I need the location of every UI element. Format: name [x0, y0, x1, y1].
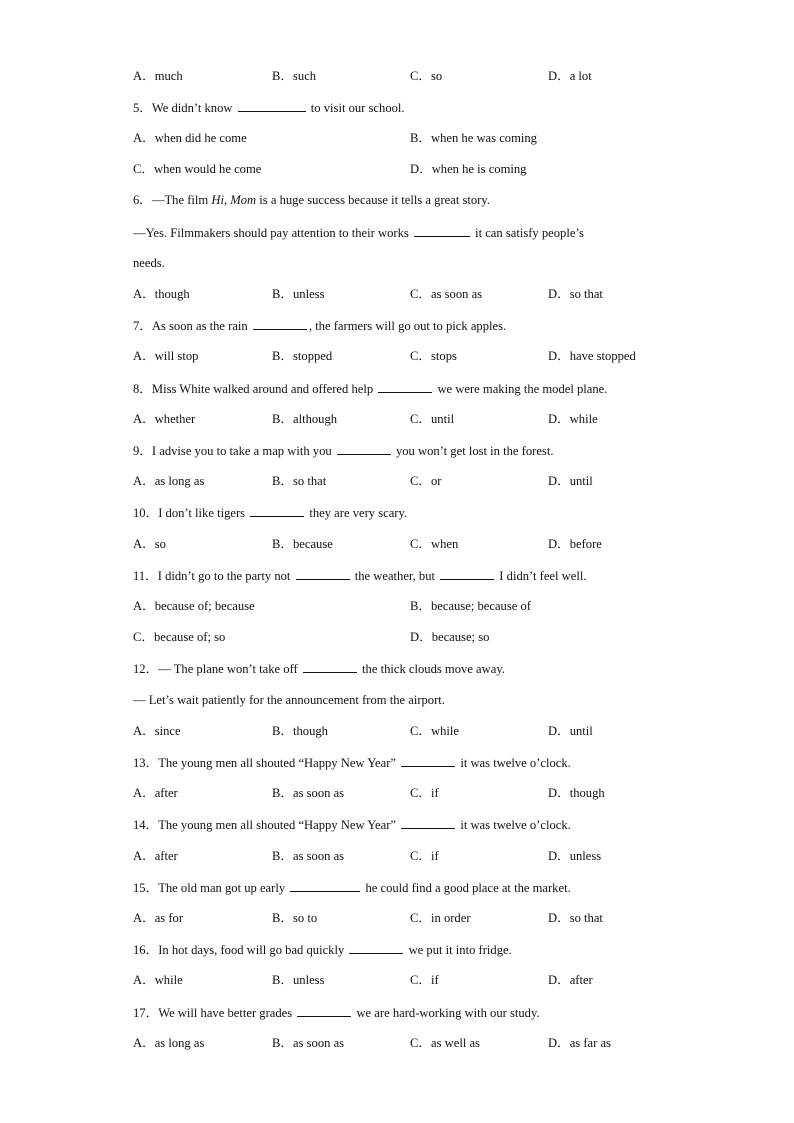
q10-stem — [133, 504, 674, 521]
q13-text-after: it was twelve o’clock. — [457, 756, 571, 770]
q12-text-before: — The plane won’t take off — [158, 662, 301, 676]
q14-text-after: it was twelve o’clock. — [457, 818, 571, 832]
q16-stem — [133, 941, 674, 958]
q16-text-before: In hot days, food will go bad quickly — [158, 943, 348, 957]
q16-option-a[interactable]: A．while — [133, 973, 183, 987]
q12-text2: — Let’s wait patiently for the announcement from the airport. — [133, 693, 445, 707]
q8-text-after: we were making the model plane. — [434, 382, 608, 396]
q4-option-a[interactable]: A．much — [133, 69, 183, 83]
q15-option-a[interactable]: A．as for — [133, 911, 184, 925]
q12-stem-line2 — [133, 692, 674, 708]
q9-option-a[interactable]: A．as long as — [133, 474, 205, 488]
q6-option-b[interactable]: B．unless — [272, 287, 325, 301]
q9-text-before: I advise you to take a map with you — [151, 444, 335, 458]
q15-option-d[interactable]: D．so that — [548, 911, 603, 925]
q13-option-b[interactable]: B．as soon as — [272, 786, 345, 800]
q11-blank-2[interactable] — [440, 567, 494, 580]
q6-text1-after: is a huge success because it tells a great story. — [256, 193, 490, 207]
q10-text-after: they are very scary. — [306, 506, 408, 520]
q8-stem — [133, 380, 674, 397]
q12-option-a[interactable]: A．since — [133, 724, 181, 738]
q6-number: 6． — [133, 193, 152, 207]
q7-option-d[interactable]: D．have stopped — [548, 349, 636, 363]
q11-option-d[interactable]: D．because; so — [410, 630, 490, 644]
q13-text-before: The young men all shouted “Happy New Year” — [158, 756, 400, 770]
q15-blank[interactable] — [290, 879, 360, 892]
q17-option-a[interactable]: A．as long as — [133, 1036, 205, 1050]
q8-option-a[interactable]: A．whether — [133, 412, 196, 426]
q11-text-middle: the weather, but — [351, 569, 439, 583]
q4-option-d[interactable]: D．a lot — [548, 69, 592, 83]
q6-option-c[interactable]: C．as soon as — [410, 287, 483, 301]
q4-option-b[interactable]: B．such — [272, 69, 317, 83]
q4-option-c[interactable]: C．so — [410, 69, 443, 83]
q6-option-a[interactable]: A．though — [133, 287, 190, 301]
q11-option-c[interactable]: C．because of; so — [133, 630, 226, 644]
q5-stem — [133, 99, 674, 116]
q9-option-b[interactable]: B．so that — [272, 474, 327, 488]
q12-option-d[interactable]: D．until — [548, 724, 593, 738]
q8-option-c[interactable]: C．until — [410, 412, 455, 426]
q14-number: 14． — [133, 818, 159, 832]
q6-text3: needs. — [133, 256, 165, 270]
q7-option-a[interactable]: A．will stop — [133, 349, 199, 363]
q6-stem-line1 — [133, 192, 674, 208]
q13-blank[interactable] — [401, 754, 455, 767]
q7-text-after: , the farmers will go out to pick apples. — [308, 319, 507, 333]
q11-option-b[interactable]: B．because; because of — [410, 599, 531, 613]
q15-text-after: he could find a good place at the market. — [362, 881, 571, 895]
q6-text1-before: —The film — [151, 193, 212, 207]
q10-option-b[interactable]: B．because — [272, 537, 333, 551]
q15-number: 15． — [133, 881, 159, 895]
q13-option-a[interactable]: A．after — [133, 786, 178, 800]
q17-option-c[interactable]: C．as well as — [410, 1036, 480, 1050]
q6-film-title: Hi, Mom — [211, 193, 257, 207]
q14-stem — [133, 816, 674, 833]
q15-option-b[interactable]: B．so to — [272, 911, 318, 925]
q13-option-d[interactable]: D．though — [548, 786, 605, 800]
q17-blank[interactable] — [297, 1004, 351, 1017]
q11-stem — [133, 567, 674, 584]
q17-text-after: we are hard-working with our study. — [353, 1006, 540, 1020]
q6-text2-after: it can satisfy people’s — [471, 226, 584, 240]
q11-blank-1[interactable] — [296, 567, 350, 580]
q7-option-b[interactable]: B．stopped — [272, 349, 333, 363]
q14-option-b[interactable]: B．as soon as — [272, 849, 345, 863]
q7-blank[interactable] — [253, 317, 307, 330]
q5-option-d[interactable]: D．when he is coming — [410, 162, 527, 176]
q10-option-d[interactable]: D．before — [548, 537, 602, 551]
q9-stem — [133, 442, 674, 459]
q7-option-c[interactable]: C．stops — [410, 349, 457, 363]
q17-option-d[interactable]: D．as far as — [548, 1036, 611, 1050]
q8-option-d[interactable]: D．while — [548, 412, 598, 426]
q6-text2-before: —Yes. Filmmakers should pay attention to their works — [133, 226, 412, 240]
q10-blank[interactable] — [250, 504, 304, 517]
q16-blank[interactable] — [349, 941, 403, 954]
q10-number: 10． — [133, 506, 159, 520]
q16-number: 16． — [133, 943, 159, 957]
q16-option-c[interactable]: C．if — [410, 973, 439, 987]
q9-number: 9． — [133, 444, 152, 458]
q8-blank[interactable] — [378, 380, 432, 393]
q6-stem-line2 — [133, 224, 674, 241]
q11-option-a[interactable]: A．because of; because — [133, 599, 255, 613]
q5-option-c[interactable]: C．when would he come — [133, 162, 262, 176]
q17-option-b[interactable]: B．as soon as — [272, 1036, 345, 1050]
q14-blank[interactable] — [401, 816, 455, 829]
q12-number: 12． — [133, 662, 159, 676]
q11-text-before: I didn’t go to the party not — [157, 569, 294, 583]
q14-option-d[interactable]: D．unless — [548, 849, 602, 863]
q7-stem — [133, 317, 674, 334]
q11-number: 11． — [133, 569, 158, 583]
q8-text-before: Miss White walked around and offered help — [151, 382, 377, 396]
q5-option-a[interactable]: A．when did he come — [133, 131, 247, 145]
q9-option-c[interactable]: C．or — [410, 474, 442, 488]
q11-text-after: I didn’t feel well. — [496, 569, 587, 583]
q9-option-d[interactable]: D．until — [548, 474, 593, 488]
q17-number: 17． — [133, 1006, 159, 1020]
q5-text-after: to visit our school. — [307, 101, 405, 115]
q9-blank[interactable] — [337, 442, 391, 455]
q5-text-before: We didn’t know — [151, 101, 236, 115]
q15-option-c[interactable]: C．in order — [410, 911, 471, 925]
q12-text-after: the thick clouds move away. — [358, 662, 505, 676]
q13-number: 13． — [133, 756, 159, 770]
q8-number: 8． — [133, 382, 152, 396]
q13-option-c[interactable]: C．if — [410, 786, 439, 800]
q14-option-c[interactable]: C．if — [410, 849, 439, 863]
q16-option-b[interactable]: B．unless — [272, 973, 325, 987]
q12-option-b[interactable]: B．though — [272, 724, 328, 738]
q5-number: 5． — [133, 101, 152, 115]
q5-blank[interactable] — [238, 99, 306, 112]
q6-blank[interactable] — [414, 224, 470, 237]
q10-text-before: I don’t like tigers — [158, 506, 249, 520]
q12-blank[interactable] — [303, 660, 357, 673]
q9-text-after: you won’t get lost in the forest. — [392, 444, 554, 458]
q16-text-after: we put it into fridge. — [405, 943, 512, 957]
q8-option-b[interactable]: B．although — [272, 412, 338, 426]
q17-text-before: We will have better grades — [158, 1006, 296, 1020]
q12-stem-line1 — [133, 660, 674, 677]
q5-option-b[interactable]: B．when he was coming — [410, 131, 537, 145]
q14-text-before: The young men all shouted “Happy New Year” — [158, 818, 400, 832]
q17-stem — [133, 1004, 674, 1021]
q6-stem-line3 — [133, 255, 674, 271]
q7-text-before: As soon as the rain — [151, 319, 251, 333]
q16-option-d[interactable]: D．after — [548, 973, 593, 987]
q15-stem — [133, 879, 674, 896]
q10-option-a[interactable]: A．so — [133, 537, 166, 551]
q13-stem — [133, 754, 674, 771]
q12-option-c[interactable]: C．while — [410, 724, 459, 738]
q14-option-a[interactable]: A．after — [133, 849, 178, 863]
q6-option-d[interactable]: D．so that — [548, 287, 603, 301]
q10-option-c[interactable]: C．when — [410, 537, 459, 551]
q15-text-before: The old man got up early — [158, 881, 289, 895]
q7-number: 7． — [133, 319, 152, 333]
